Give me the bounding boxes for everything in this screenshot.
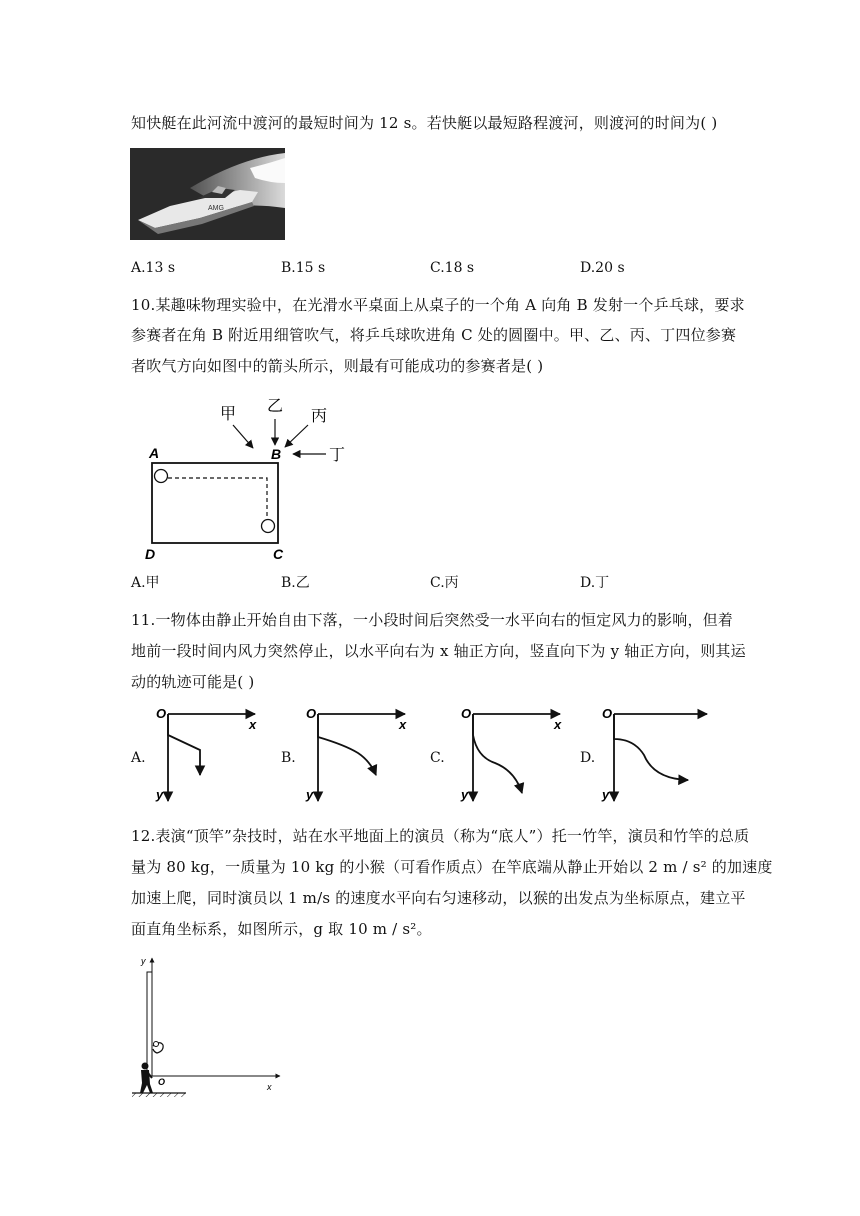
target-circle: [262, 520, 275, 533]
table-rect: [152, 463, 278, 543]
y-axis-label: y: [156, 787, 164, 802]
q10-text-line-2: 参赛者在角 B 附近用细管吹气，将乒乓球吹进角 C 处的圆圈中。甲、乙、丙、丁四位参赛: [131, 326, 737, 344]
label-jia: 甲: [220, 406, 237, 423]
q11-text-line-3: 动的轨迹可能是( ): [131, 673, 255, 691]
arrow-bing: [285, 425, 308, 447]
dashed-path: [168, 478, 267, 519]
q9-option-d: D.20 s: [580, 260, 625, 276]
x-axis-label: x: [249, 717, 257, 732]
speedboat-photo: [130, 148, 285, 240]
q12-pole-figure: [130, 950, 300, 1100]
origin-label: O: [158, 1077, 166, 1087]
q10-option-d: D.丁: [580, 575, 610, 591]
q9-text-line: 知快艇在此河流中渡河的最短时间为 12 s。若快艇以最短路程渡河，则渡河的时间为( ): [131, 114, 718, 132]
corner-b: B: [271, 446, 282, 462]
origin-label: O: [602, 706, 613, 721]
q11-graph-c: [455, 705, 575, 805]
ball-start-circle: [155, 470, 168, 483]
q10-option-a: A.甲: [131, 575, 160, 591]
q11-graph-b: [300, 705, 420, 805]
origin-label: O: [156, 706, 167, 721]
y-axis-label: y: [602, 787, 610, 802]
q12-text-line-3: 加速上爬，同时演员以 1 m/s 的速度水平向右匀速移动，以猴的出发点为坐标原点，建立平: [131, 889, 746, 907]
q11-text-line-1: 11.一物体由静止开始自由下落，一小段时间后突然受一水平向右的恒定风力的影响，但着: [131, 611, 734, 629]
q9-option-c: C.18 s: [430, 260, 475, 276]
q12-text-line-2: 量为 80 kg，一质量为 10 kg 的小猴（可看作质点）在竿底端从静止开始以 2 m / s² 的加速度: [131, 858, 773, 876]
corner-d: D: [145, 546, 156, 562]
label-bing: 丙: [311, 408, 328, 425]
origin-label: O: [306, 706, 317, 721]
corner-c: C: [273, 546, 284, 562]
q11-option-b-label: B.: [281, 750, 296, 766]
q10-table-figure: [140, 395, 360, 565]
q11-graph-d: [596, 705, 716, 805]
q11-option-a-label: A.: [131, 750, 146, 766]
origin-label: O: [461, 706, 472, 721]
x-axis-label: x: [554, 717, 562, 732]
q9-option-b: B.15 s: [281, 260, 326, 276]
q11-option-c-label: C.: [430, 750, 445, 766]
label-yi: 乙: [267, 398, 284, 415]
x-axis-label: x: [399, 717, 407, 732]
q9-option-a: A.13 s: [131, 260, 176, 276]
arrow-jia: [233, 425, 253, 448]
y-axis-label: y: [141, 956, 146, 966]
q11-graph-a: [150, 705, 270, 805]
q12-text-line-1: 12.表演“顶竿”杂技时，站在水平地面上的演员（称为“底人”）托一竹竿，演员和竹竿的总质: [131, 827, 750, 845]
q10-option-b: B.乙: [281, 575, 310, 591]
q11-option-d-label: D.: [580, 750, 596, 766]
x-axis-label: x: [267, 1082, 272, 1092]
q10-text-line-1: 10.某趣味物理实验中，在光滑水平桌面上从桌子的一个角 A 向角 B 发射一个乒乓球，要求: [131, 296, 745, 314]
svg-text:AMG: AMG: [208, 205, 224, 212]
q12-text-line-4: 面直角坐标系，如图所示，g 取 10 m / s²。: [131, 920, 432, 938]
q10-option-c: C.丙: [430, 575, 459, 591]
y-axis-label: y: [306, 787, 314, 802]
corner-a: A: [149, 445, 160, 461]
q11-text-line-2: 地前一段时间内风力突然停止，以水平向右为 x 轴正方向，竖直向下为 y 轴正方向，则其运: [131, 642, 746, 660]
label-ding: 丁: [329, 447, 346, 464]
q10-text-line-3: 者吹气方向如图中的箭头所示，则最有可能成功的参赛者是( ): [131, 357, 544, 375]
y-axis-label: y: [461, 787, 469, 802]
